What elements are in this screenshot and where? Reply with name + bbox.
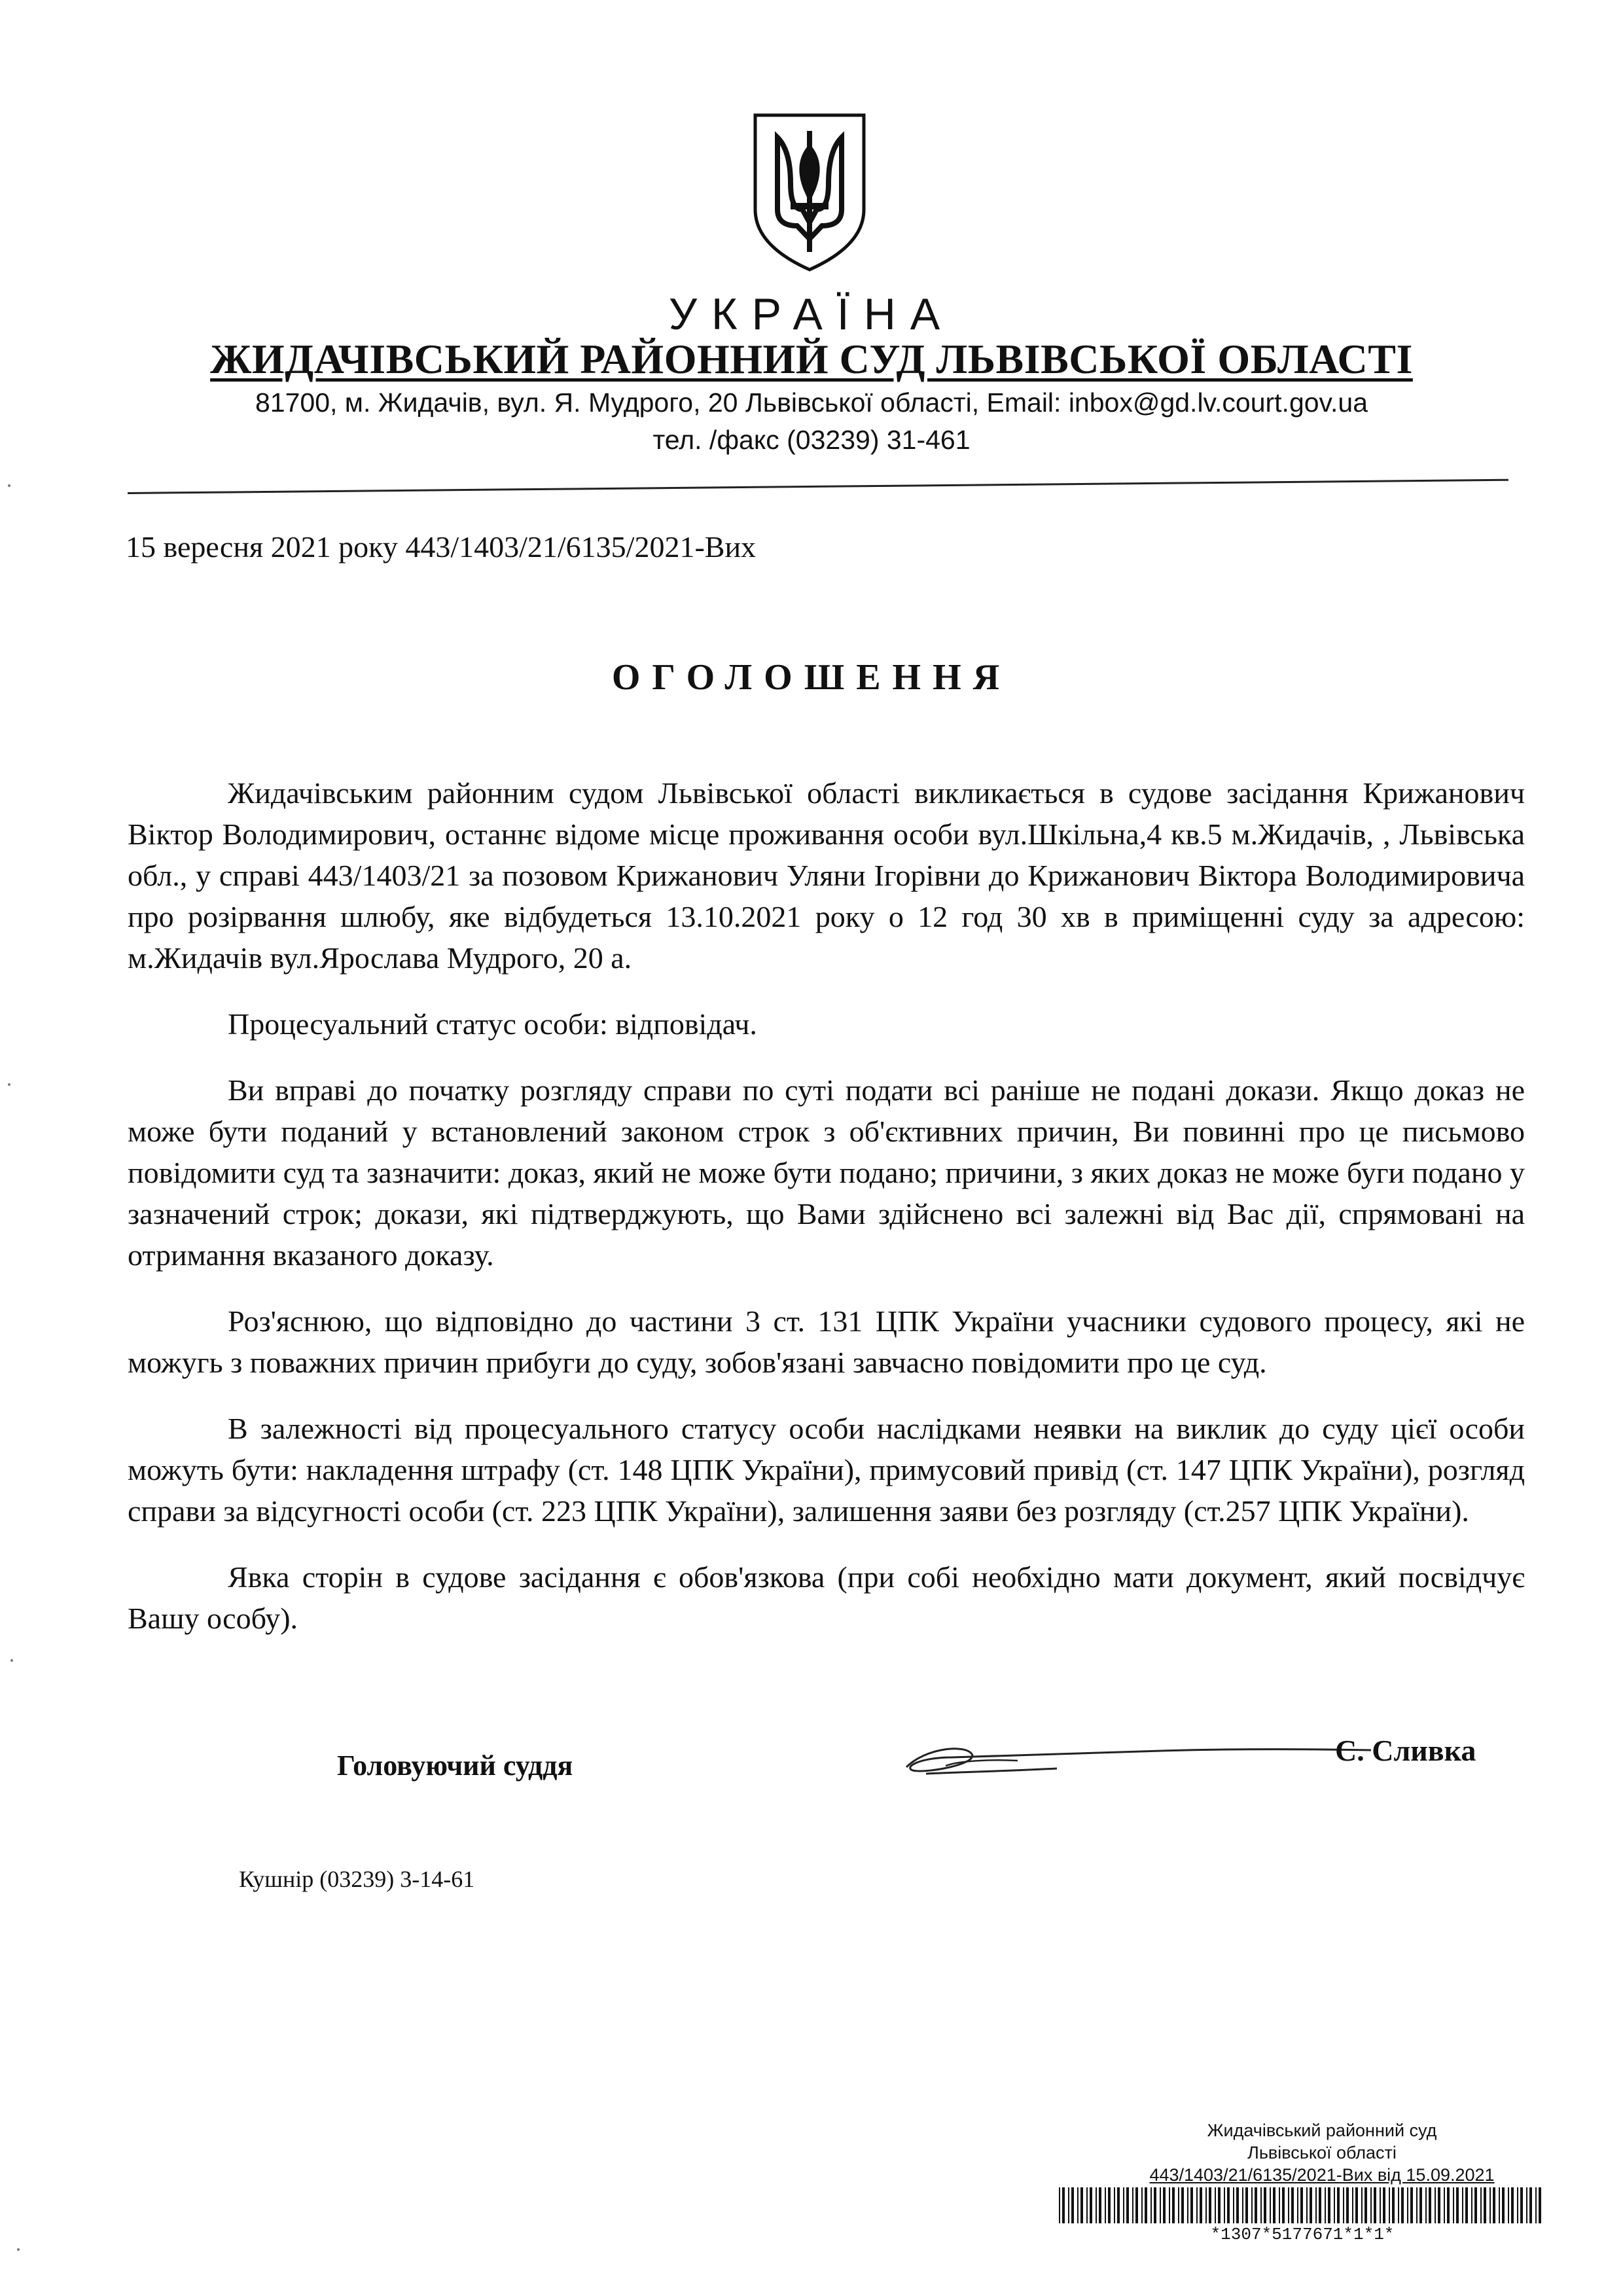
barcode-bar <box>1484 2187 1486 2223</box>
barcode-bar <box>1419 2187 1422 2223</box>
barcode-bar <box>1273 2187 1275 2223</box>
barcode-bar <box>1529 2187 1532 2223</box>
barcode-bar <box>1364 2187 1367 2223</box>
paragraph-evidence: Ви вправі до початку розгляду справи по суті подати всі раніше не подані докази. Якщо доказ не може бути поданий у встановлений законом строк з об'єктивних причин, Ви повинні про це письмово повідомити суд та зазначити: доказ, який не може бути подано; причини, з яких доказ не може буги подано у зазначений строк; докази, які підтверджують, що Вами здійснено всі залежні від Вас дії, спрямовані на отримання вказаного доказу. <box>128 1073 1525 1272</box>
executor-contact: Кушнір (03239) 3-14-61 <box>239 1866 475 1892</box>
barcode-bar <box>1233 2187 1234 2223</box>
barcode-bar <box>1169 2187 1170 2223</box>
barcode-bar <box>1407 2187 1408 2223</box>
barcode-bar <box>1526 2187 1527 2223</box>
court-name: ЖИДАЧІВСЬКИЙ РАЙОННИЙ СУД ЛЬВІВСЬКОЇ ОБЛАСТІ <box>210 336 1413 382</box>
document-title: ОГОЛОШЕННЯ <box>611 657 1012 698</box>
barcode-bar <box>1499 2187 1500 2223</box>
barcode-bar <box>1306 2187 1308 2223</box>
barcode-bar <box>1132 2187 1133 2223</box>
barcode-bar <box>1181 2187 1184 2223</box>
barcode-bar <box>1429 2187 1431 2223</box>
barcode-bar <box>1392 2187 1395 2223</box>
barcode-bar <box>1086 2187 1088 2223</box>
barcode-bar <box>1150 2187 1152 2223</box>
barcode-bar <box>1270 2187 1271 2223</box>
header-divider <box>128 479 1508 494</box>
signatory-name: С. Сливка <box>1335 1734 1476 1767</box>
barcode-bar <box>1380 2187 1381 2223</box>
barcode-bar <box>1105 2187 1106 2223</box>
barcode-bar <box>1080 2187 1083 2223</box>
barcode-bar <box>1260 2187 1262 2223</box>
barcode-bar <box>1141 2187 1143 2223</box>
barcode-bar <box>1310 2187 1312 2223</box>
barcode-bar <box>1108 2187 1111 2223</box>
barcode-bar <box>1071 2187 1074 2223</box>
barcode-bar <box>1163 2187 1166 2223</box>
barcode-bar <box>1245 2187 1248 2223</box>
stamp-court-line: Жидачівський районний суд <box>1207 2121 1437 2140</box>
barcode-bar <box>1343 2187 1344 2223</box>
barcode-bar <box>1172 2187 1175 2223</box>
barcode-bar <box>1517 2187 1518 2223</box>
barcode-bar <box>1355 2187 1358 2223</box>
barcode-bar <box>1255 2187 1257 2223</box>
barcode-bar <box>1154 2187 1156 2223</box>
barcode-bar <box>1190 2187 1193 2223</box>
barcode-bar <box>1346 2187 1349 2223</box>
trident-coat-of-arms-icon <box>751 111 868 274</box>
stamp-number-line: 443/1403/21/6135/2021-Вих від 15.09.2021 <box>1149 2165 1495 2185</box>
court-address: 81700, м. Жидачів, вул. Я. Мудрого, 20 Львівської області, Email: inbox@gd.lv.court.gov.ua <box>255 387 1368 418</box>
paragraph-summons: Жидачівським районним судом Львівської області викликається в судове засідання Крижанович Віктор Володимирович, останнє відоме місце проживання особи вул.Шкільна,4 кв.5 м.Жидачів, , Львівська обл., у справі 443/1403/21 за позовом Крижанович Уляни Ігорівни до Крижанович Віктора Володимировича про розірвання шлюбу, яке відбудеться 13.10.2021 року о 12 год 30 хв в приміщенні суду за адресою: м.Жидачів вул.Ярослава Мудрого, 20 а. <box>128 776 1525 975</box>
barcode-bar <box>1264 2187 1266 2223</box>
barcode-bar <box>1126 2187 1129 2223</box>
barcode-bar <box>1059 2187 1060 2223</box>
barcode-bar <box>1319 2187 1321 2223</box>
barcode-bar <box>1535 2187 1537 2223</box>
barcode-bar <box>1209 2187 1211 2223</box>
barcode-bar <box>1328 2187 1330 2223</box>
barcode-bar <box>1444 2187 1445 2223</box>
barcode-bar <box>1135 2187 1138 2223</box>
barcode-bar <box>1178 2187 1179 2223</box>
barcode-bar <box>1462 2187 1463 2223</box>
barcode-bar <box>1489 2187 1491 2223</box>
barcode-bar <box>1218 2187 1221 2223</box>
barcode-bar <box>1297 2187 1298 2223</box>
barcode-bar <box>1401 2187 1404 2223</box>
barcode-bar <box>1410 2187 1413 2223</box>
barcode-bar <box>1288 2187 1289 2223</box>
barcode-bar <box>1471 2187 1472 2223</box>
scan-speck <box>10 1659 13 1662</box>
barcode-bar <box>1502 2187 1505 2223</box>
barcode-bar <box>1242 2187 1243 2223</box>
barcode-bar <box>1200 2187 1202 2223</box>
barcode-bar <box>1251 2187 1253 2223</box>
barcode-bar <box>1062 2187 1065 2223</box>
barcode-bar <box>1493 2187 1495 2223</box>
barcode-bar <box>1465 2187 1468 2223</box>
barcode-bar <box>1224 2187 1225 2223</box>
country-name: УКРАЇНА <box>668 289 955 339</box>
paragraph-attendance: Явка сторін в судове засідання є обов'язкова (при собі необхідно мати документ, який посвідчує Вашу особу). <box>128 1560 1525 1635</box>
barcode-bar <box>1398 2187 1399 2223</box>
barcode-bar <box>1291 2187 1294 2223</box>
barcode-bar <box>1435 2187 1436 2223</box>
barcode-bar <box>1096 2187 1097 2223</box>
registration-stamp <box>1047 2119 1597 2186</box>
barcode-bar <box>1215 2187 1216 2223</box>
barcode-bar <box>1315 2187 1317 2223</box>
barcode-bar <box>1279 2187 1280 2223</box>
barcode-bar <box>1077 2187 1079 2223</box>
barcode-bar <box>1205 2187 1207 2223</box>
barcode-bar <box>1282 2187 1285 2223</box>
signatory-role: Головуючий суддя <box>337 1749 573 1782</box>
barcode-bar <box>1068 2187 1069 2223</box>
barcode-bar <box>1114 2187 1115 2223</box>
barcode-bar <box>1474 2187 1477 2223</box>
barcode-bar <box>1300 2187 1303 2223</box>
barcode-bar <box>1099 2187 1101 2223</box>
barcode-bar <box>1160 2187 1161 2223</box>
barcode-bar <box>1447 2187 1450 2223</box>
barcode-bar <box>1325 2187 1326 2223</box>
barcode-bar <box>1090 2187 1092 2223</box>
barcode-bar <box>1539 2187 1541 2223</box>
barcode-bar <box>1227 2187 1230 2223</box>
barcode-bar <box>1456 2187 1459 2223</box>
barcode-bar <box>1453 2187 1454 2223</box>
barcode-bar <box>1508 2187 1509 2223</box>
barcode-bar <box>1416 2187 1418 2223</box>
scan-speck <box>8 484 10 487</box>
barcode-bar <box>1480 2187 1482 2223</box>
barcode-bar <box>1352 2187 1353 2223</box>
barcode-bar <box>1438 2187 1440 2223</box>
scan-speck <box>17 2248 20 2251</box>
document-body <box>128 772 1525 1664</box>
stamp-region-line: Львівської області <box>1247 2143 1397 2162</box>
barcode-bar <box>1187 2187 1188 2223</box>
barcode-bar <box>1236 2187 1239 2223</box>
barcode-bar <box>1145 2187 1147 2223</box>
barcode-bar <box>1361 2187 1363 2223</box>
barcode-text: *1307*5177671*1*1* <box>1210 2225 1395 2244</box>
barcode-bar <box>1520 2187 1523 2223</box>
barcode-bar <box>1425 2187 1427 2223</box>
barcode-bar <box>1389 2187 1390 2223</box>
paragraph-status: Процесуальний статус особи: відповідач. <box>228 1007 757 1041</box>
barcode-bar <box>1337 2187 1340 2223</box>
barcode-bar <box>1334 2187 1335 2223</box>
barcode-icon <box>1059 2187 1543 2223</box>
barcode-bar <box>1370 2187 1372 2223</box>
paragraph-consequences: В залежності від процесуального статусу особи наслідками неявки на виклик до суду цієї особи можуть бути: накладення штрафу (ст. 148 ЦПК України), примусовий привід (ст. 147 ЦПК України), розгляд справи за відсугності особи (ст. 223 ЦПК України), залишення заяви без розгляду (ст.257 ЦПК України). <box>128 1412 1525 1528</box>
scan-speck <box>8 1083 10 1086</box>
court-phone: тел. /факс (03239) 31-461 <box>652 425 971 455</box>
paragraph-notice: Роз'яснюю, що відповідно до частини 3 ст. 131 ЦПК України учасники судового процесу, які не можугь з поважних причин прибуги до суду, зобов'язані завчасно повідомити про це суд. <box>128 1304 1525 1379</box>
barcode-bar <box>1123 2187 1124 2223</box>
barcode-bar <box>1383 2187 1385 2223</box>
barcode-bar <box>1117 2187 1120 2223</box>
barcode-bar <box>1511 2187 1514 2223</box>
handwritten-signature-icon <box>887 1721 1384 1793</box>
barcode-bar <box>1196 2187 1198 2223</box>
document-date-and-number: 15 вересня 2021 року 443/1403/21/6135/2021-Вих <box>126 530 757 564</box>
barcode-bar <box>1374 2187 1376 2223</box>
